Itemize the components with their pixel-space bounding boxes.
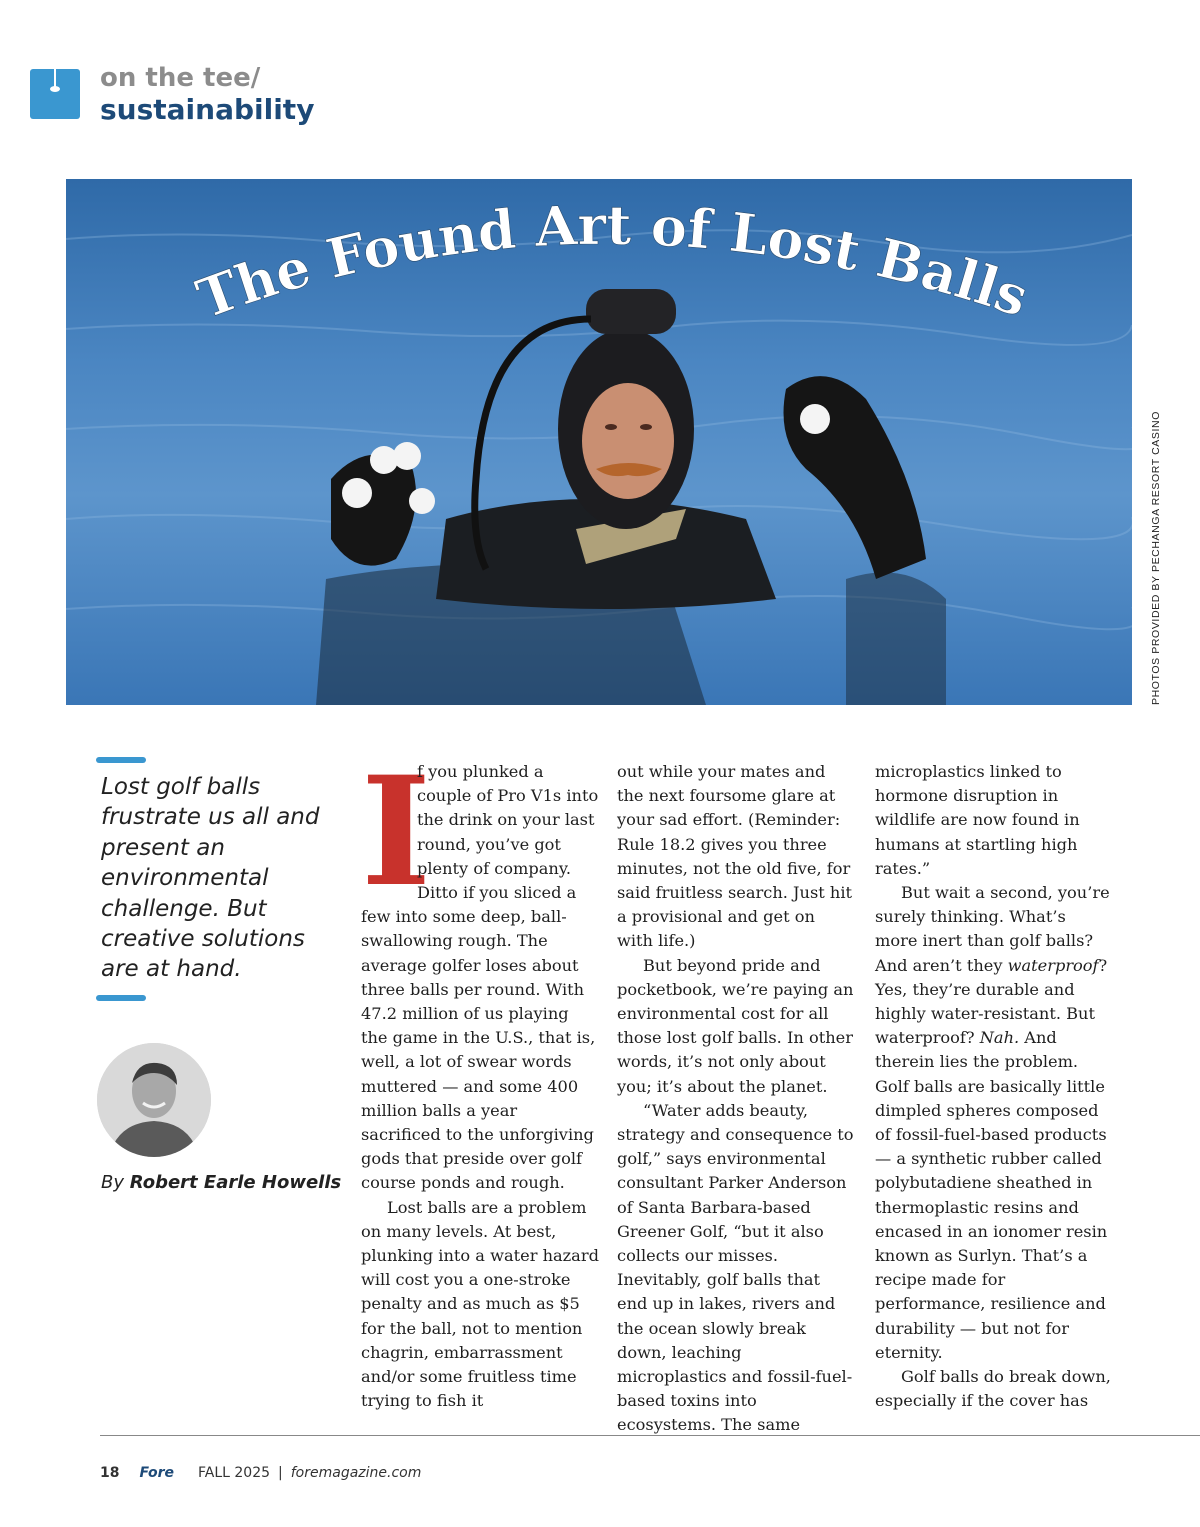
paragraph: f you plunked a couple of Pro V1s into the drink on your last round, you’ve got plenty of company. Ditto if you sliced a few into some deep, ball-swallowing rough. The average golfer loses about three balls per round. With 47.2 million of us playing the game in the U.S., that is, well, a lot of swear words muttered — and some 400 million balls a year sacrificed to the unforgiving gods that preside over golf course ponds and rough.	[361, 762, 599, 1193]
golf-tee-icon	[30, 69, 80, 119]
author-name: Robert Earle Howells	[129, 1172, 342, 1193]
paragraph: “Water adds beauty, strategy and consequence to golf,” says environmental consultant Parker Anderson of Santa Barbara-based Greener Golf, “but it also collects our misses. Inevitably, golf balls that end up in lakes, rivers and the ocean slowly break down, leaching microplastics and fossil-fuel-based toxins into ecosystems. The same	[617, 1100, 854, 1435]
paragraph: But beyond pride and pocketbook, we’re paying an environmental cost for all those lost golf balls. In other words, it’s not only about you; it’s about the planet.	[617, 955, 854, 1096]
paragraph: Lost balls are a problem on many levels. At best, plunking into a water hazard will cost you a one-stroke penalty and as much as $5 for the ball, not to mention chagrin, embarrassment and/or some fruitless time trying to fish it	[361, 1197, 599, 1411]
author-avatar	[97, 1043, 211, 1157]
hero-photo	[66, 179, 1132, 705]
section-kicker: on the tee/	[100, 63, 261, 93]
footer-separator: |	[278, 1465, 283, 1481]
article-column-2	[617, 760, 855, 1438]
drop-cap: I	[361, 744, 432, 920]
article-column-1	[361, 744, 599, 1413]
magazine-brand: Fore	[139, 1465, 174, 1481]
diver-illustration	[66, 179, 1132, 705]
pullquote-rule-top	[96, 757, 146, 763]
paragraph: But wait a second, you’re surely thinking. What’s more inert than golf balls? And aren’t they waterproof? Yes, they’re durable and highly water-resistant. But waterproof? Nah. And therein lies the problem. Golf balls are basically little dimpled spheres composed of fossil-fuel-based products — a synthetic rubber called polybutadiene sheathed in thermoplastic resins and encased in an ionomer resin known as Surlyn. That’s a recipe made for performance, resilience and durability — but not for eternity.	[875, 883, 1110, 1362]
article-column-3	[875, 760, 1113, 1413]
footer-rule	[100, 1435, 1200, 1436]
page-number: 18	[100, 1465, 120, 1481]
footer-url[interactable]: foremagazine.com	[290, 1465, 422, 1481]
section-name: sustainability	[100, 93, 315, 126]
byline: By Robert Earle Howells	[101, 1172, 342, 1193]
photo-credit: PHOTOS PROVIDED BY PECHANGA RESORT CASINO	[1150, 411, 1162, 705]
paragraph: Golf balls do break down, especially if the cover has	[875, 1367, 1111, 1411]
paragraph: microplastics linked to hormone disruption in wildlife are now found in humans at startling high rates.”	[875, 762, 1080, 878]
paragraph: out while your mates and the next foursome glare at your sad effort. (Reminder: Rule 18.2 gives you three minutes, not the old five, for said fruitless search. Just hit a provisional and get on with life.)	[617, 762, 853, 951]
page-footer	[100, 1465, 421, 1481]
hero-title: The Found Art of Lost Balls	[188, 192, 1037, 332]
issue-date: FALL 2025	[197, 1465, 271, 1481]
pullquote: Lost golf balls frustrate us all and present an environmental challenge. But creative solutions are at hand.	[101, 774, 320, 983]
pullquote-rule-bottom	[96, 995, 146, 1001]
